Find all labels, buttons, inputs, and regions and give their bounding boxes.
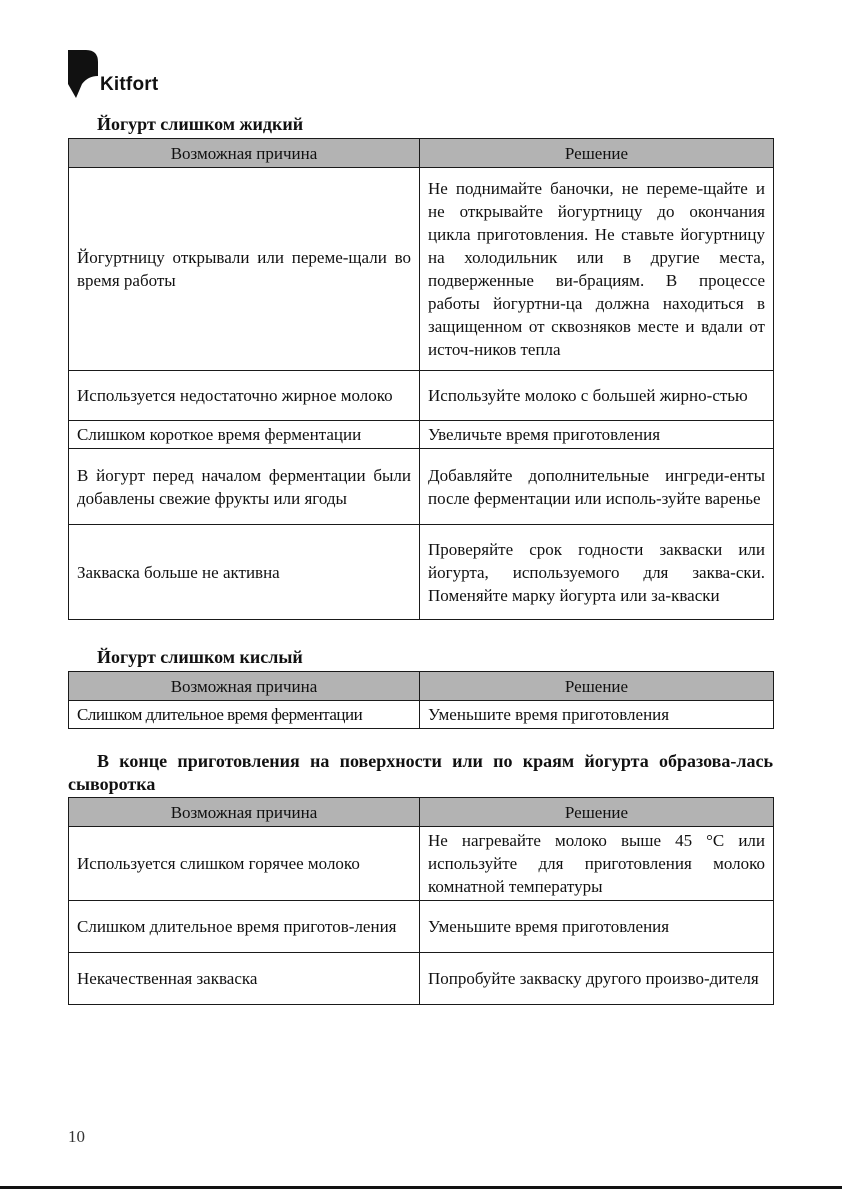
- table-row: [69, 449, 774, 525]
- cause-cell: Слишком короткое время ферментации: [69, 421, 420, 449]
- solution-cell: Добавляйте дополнительные ингреди-енты после ферментации или исполь-зуйте варенье: [420, 449, 774, 525]
- table-row: [69, 901, 774, 953]
- table-row: [69, 371, 774, 421]
- kitfort-logo-icon: [68, 50, 98, 98]
- solution-cell: Используйте молоко с большей жирно-стью: [420, 371, 774, 421]
- header-solution: Решение: [420, 798, 774, 827]
- solution-cell: Не поднимайте баночки, не переме-щайте и не открывайте йогуртницу до окончания цикла приготовления. Не ставьте йогуртницу на холодильник или в другие места, подверженные ви-брациям. В процессе работы йогуртни-ца должна находиться в защищенном от сквозняков месте и вдали от источ-ников тепла: [420, 168, 774, 371]
- table-row: [69, 827, 774, 901]
- solution-cell: Уменьшите время приготовления: [420, 901, 774, 953]
- solution-cell: Не нагревайте молоко выше 45 °С или используйте для приготовления молоко комнатной температуры: [420, 827, 774, 901]
- troubleshooting-table: [68, 671, 774, 729]
- table-header-row: [69, 672, 774, 701]
- page-number: 10: [68, 1127, 85, 1146]
- table-row: [69, 953, 774, 1005]
- cause-cell: В йогурт перед началом ферментации были добавлены свежие фрукты или ягоды: [69, 449, 420, 525]
- cause-cell: Слишком длительное время ферментации: [69, 701, 420, 729]
- troubleshooting-table: [68, 138, 774, 620]
- section-title: Йогурт слишком кислый: [97, 647, 303, 667]
- cause-cell: Используется недостаточно жирное молоко: [69, 371, 420, 421]
- header-cause: Возможная причина: [69, 139, 420, 168]
- header-cause: Возможная причина: [69, 672, 420, 701]
- table-row: [69, 168, 774, 371]
- table-row: [69, 525, 774, 620]
- section-title: В конце приготовления на поверхности или по краям йогурта образова-лась сыворотка: [68, 751, 773, 794]
- cause-cell: Слишком длительное время приготов-ления: [69, 901, 420, 953]
- solution-cell: Проверяйте срок годности закваски или йогурта, используемого для заква-ски. Поменяйте марку йогурта или за-кваски: [420, 525, 774, 620]
- section-title: Йогурт слишком жидкий: [97, 114, 304, 134]
- solution-cell: Попробуйте закваску другого произво-дителя: [420, 953, 774, 1005]
- cause-cell: Закваска больше не активна: [69, 525, 420, 620]
- troubleshooting-table: [68, 797, 774, 1005]
- cause-cell: Некачественная закваска: [69, 953, 420, 1005]
- table-row: [69, 701, 774, 729]
- solution-cell: Уменьшите время приготовления: [420, 701, 774, 729]
- cause-cell: Йогуртницу открывали или переме-щали во время работы: [69, 168, 420, 371]
- table-header-row: [69, 798, 774, 827]
- table-row: [69, 421, 774, 449]
- brand-name: Kitfort: [100, 74, 159, 95]
- table-header-row: [69, 139, 774, 168]
- solution-cell: Увеличьте время приготовления: [420, 421, 774, 449]
- cause-cell: Используется слишком горячее молоко: [69, 827, 420, 901]
- brand-logo: [68, 50, 158, 98]
- header-cause: Возможная причина: [69, 798, 420, 827]
- header-solution: Решение: [420, 139, 774, 168]
- header-solution: Решение: [420, 672, 774, 701]
